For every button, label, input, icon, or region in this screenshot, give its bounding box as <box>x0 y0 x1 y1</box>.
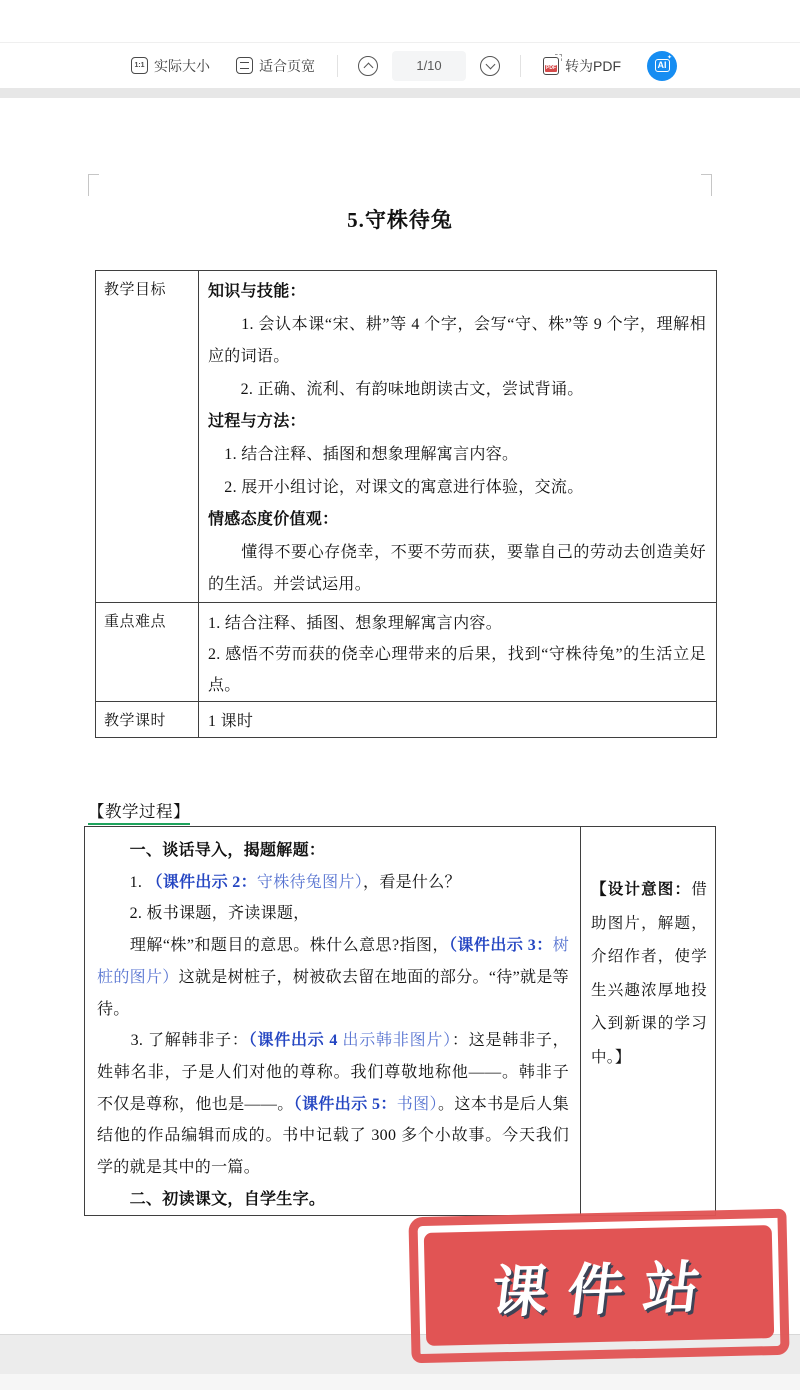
paragraph: 1. 会认本课“宋、耕”等 4 个字，会写“守、株”等 9 个字，理解相应的词语。 <box>208 315 706 366</box>
paragraph: 二、初读课文，自学生字。 <box>97 1190 326 1208</box>
paragraph: 1. 结合注释、插图和想象理解寓言内容。 <box>208 445 519 463</box>
paragraph: 2. 展开小组讨论，对课文的寓意进行体验，交流。 <box>208 478 584 496</box>
teaching-process-heading: 【教学过程】 <box>88 798 190 825</box>
paragraph: 3. 了解韩非子：（课件出示 4 出示韩非图片）：这是韩非子，姓韩名非，子是人们对他的尊称。我们尊敬地称他——。韩非子不仅是尊称，他也是——。（课件出示 5：书图）。这本书是后人集结他的作品编辑而成的。书中记载了 300 多个小故事。今天我们学的就是其中的一篇。 <box>97 1032 569 1177</box>
toolbar-shadow-strip <box>0 89 800 98</box>
margin-corner-mark <box>88 174 99 196</box>
chevron-down-icon <box>485 59 495 69</box>
teaching-process-table <box>84 826 716 1216</box>
key-points-content-cell <box>199 602 717 701</box>
watermark-stamp <box>408 1209 789 1364</box>
ai-icon: AI <box>655 59 670 72</box>
pdf-convert-icon: PDF <box>543 57 559 75</box>
paragraph: 情感态度价值观： <box>208 511 339 529</box>
actual-size-button[interactable] <box>123 50 218 82</box>
lesson-info-table <box>95 270 717 738</box>
lesson-title: 5.守株待兔 <box>347 208 453 232</box>
viewer-toolbar <box>0 42 800 89</box>
row-label-objectives: 教学目标 <box>96 271 199 603</box>
stamp-text: 课件站 <box>487 1254 724 1326</box>
fit-width-icon <box>236 57 253 74</box>
row-label-class-hours: 教学课时 <box>96 701 199 737</box>
paragraph: 2. 感悟不劳而获的侥幸心理带来的后果，找到“守株待兔”的生活立足点。 <box>208 645 706 694</box>
paragraph: 懂得不要心存侥幸，不要不劳而获，要靠自己的劳动去创造美好的生活。并尝试运用。 <box>208 543 706 594</box>
chevron-up-icon <box>363 62 373 72</box>
window-top-space <box>0 0 800 42</box>
paragraph: 1. （课件出示 2：守株待兔图片），看是什么？ <box>97 873 461 891</box>
paragraph: 过程与方法： <box>208 413 306 431</box>
paragraph: 理解“株”和题目的意思。株什么意思?指图，（课件出示 3：树桩的图片）这就是树桩子，树被砍去留在地面的部分。“待”就是等待。 <box>97 937 569 1018</box>
table-row <box>96 602 717 701</box>
actual-size-icon: 1:1 <box>131 57 148 74</box>
table-row <box>85 827 716 1216</box>
paragraph: 1 课时 <box>208 712 254 730</box>
actual-size-label: 实际大小 <box>154 57 210 74</box>
convert-to-pdf-label: 转为PDF <box>565 57 621 74</box>
paragraph: 知识与技能： <box>208 283 306 300</box>
design-intent-cell <box>581 827 716 1216</box>
page-number-input[interactable]: 1/10 <box>392 51 466 81</box>
paragraph: 【设计意图：借助图片，解题，介绍作者，使学生兴趣浓厚地投入到新课的学习中。】 <box>591 881 707 1066</box>
fit-width-button[interactable] <box>228 50 323 82</box>
toolbar-divider <box>337 55 338 77</box>
row-label-key-points: 重点难点 <box>96 602 199 701</box>
next-page-button[interactable] <box>480 56 500 76</box>
paragraph: 2. 正确、流利、有韵味地朗读古文，尝试背诵。 <box>208 380 584 398</box>
toolbar-divider <box>520 55 521 77</box>
process-steps-cell <box>85 827 581 1216</box>
fit-width-label: 适合页宽 <box>259 57 315 74</box>
paragraph: 1. 结合注释、插图、想象理解寓言内容。 <box>208 614 503 632</box>
paragraph: 一、谈话导入，揭题解题： <box>97 842 326 859</box>
table-row <box>96 701 717 737</box>
objectives-content-cell <box>199 271 717 603</box>
margin-corner-mark <box>701 174 712 196</box>
sparkle-icon: ✦ <box>666 54 672 61</box>
next-page-edge <box>0 1374 800 1390</box>
stamp-body <box>424 1225 774 1346</box>
document-content <box>0 98 800 1334</box>
paragraph: 2. 板书课题，齐读课题， <box>97 905 310 923</box>
previous-page-button[interactable] <box>358 56 378 76</box>
class-hours-content-cell <box>199 701 717 737</box>
ai-assistant-button[interactable] <box>647 51 677 81</box>
convert-to-pdf-button[interactable] <box>535 50 629 82</box>
table-row <box>96 271 717 603</box>
